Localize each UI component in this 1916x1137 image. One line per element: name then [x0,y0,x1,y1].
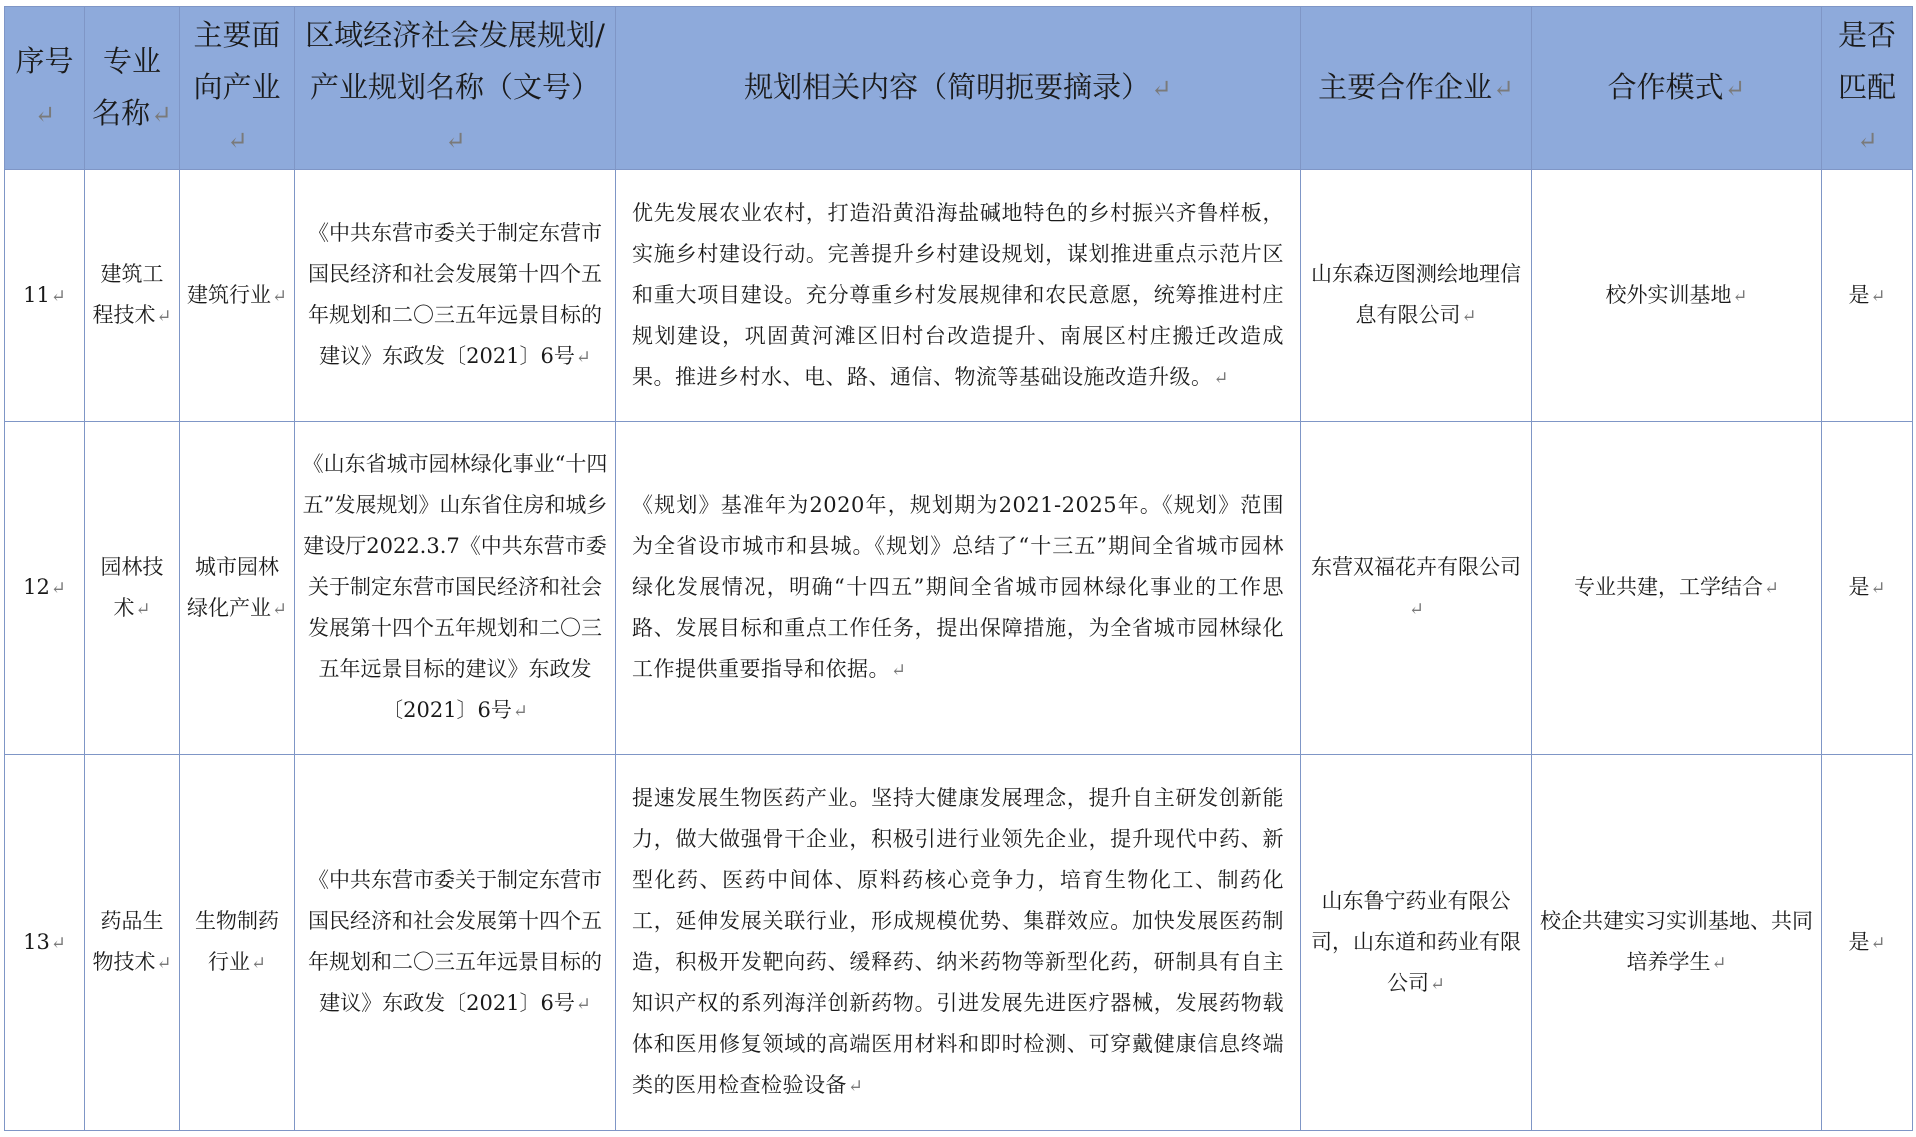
paragraph-mark-icon: ↵ [1461,306,1477,327]
major-text: 园林技术 [100,554,164,620]
cell-company [1301,422,1532,755]
cell-industry [180,755,295,1131]
planning-match-table [4,6,1913,1131]
company-text: 东营双福花卉有限公司 [1311,554,1521,579]
paragraph-mark-icon: ↵ [34,100,56,129]
header-seq-label: 序号 [15,44,74,78]
header-seq [5,7,85,170]
paragraph-mark-icon: ↵ [1711,953,1727,974]
mode-text: 专业共建，工学结合 [1574,575,1764,599]
cell-seq [5,170,85,422]
paragraph-mark-icon: ↵ [151,100,172,129]
cell-match [1822,170,1913,422]
cell-industry [180,422,295,755]
paragraph-mark-icon: ↵ [1151,74,1172,103]
match-text: 是 [1848,929,1870,954]
cell-industry [180,170,295,422]
paragraph-mark-icon: ↵ [575,994,591,1015]
table-row [5,755,1913,1131]
cell-major [85,422,180,755]
header-content-label: 规划相关内容（简明扼要摘录） [744,70,1151,104]
cell-major [85,755,180,1131]
plan-name-text: 《中共东营市委关于制定东营市国民经济和社会发展第十四个五年规划和二〇三五年远景目标的建议》东政发〔2021〕6号 [308,221,602,368]
paragraph-mark-icon: ↵ [1493,74,1514,103]
paragraph-mark-icon: ↵ [50,578,66,599]
plan-name-text: 《中共东营市委关于制定东营市国民经济和社会发展第十四个五年规划和二〇三五年远景目标的建议》东政发〔2021〕6号 [308,868,602,1015]
header-company-label: 主要合作企业 [1318,70,1493,104]
document-page [4,6,1912,1132]
content-text: 《规划》基准年为2020年，规划期为2021-2025年。《规划》范围为全省设市城市和县城。《规划》总结了“十三五”期间全省城市园林绿化发展情况，明确“十四五”期间全省城市园林绿化事业的工作思路、发展目标和重点工作任务，提出保障措施，为全省城市园林绿化工作提供重要指导和依据。 [632,493,1284,681]
header-mode-label: 合作模式 [1607,70,1724,104]
content-text: 提速发展生物医药产业。坚持大健康发展理念，提升自主研发创新能力，做大做强骨干企业，积极引进行业领先企业，提升现代中药、新型化药、医药中间体、原料药核心竞争力，培育生物化工、制药化工，延伸发展关联行业，形成规模优势、集群效应。加快发展医药制造，积极开发靶向药、缓释药、纳米药物等新型化药，研制具有自主知识产权的系列海洋创新药物。引进发展先进医疗器械，发展药物载体和医用修复领域的高端医用材料和即时检测、可穿戴健康信息终端类的医用检查检验设备 [632,786,1284,1097]
cell-plan-name [295,755,616,1131]
paragraph-mark-icon: ↵ [156,306,172,327]
paragraph-mark-icon: ↵ [1764,578,1779,599]
cell-mode [1532,170,1822,422]
paragraph-mark-icon: ↵ [512,701,528,722]
paragraph-mark-icon: ↵ [227,126,248,155]
major-text: 药品生物技术 [92,909,164,974]
cell-match [1822,755,1913,1131]
seq-text: 12 [23,575,50,599]
paragraph-mark-icon: ↵ [1857,126,1878,155]
match-text: 是 [1848,282,1870,307]
paragraph-mark-icon: ↵ [1870,285,1886,307]
paragraph-mark-icon: ↵ [1409,598,1424,620]
cell-plan-name [295,422,616,755]
industry-text: 城市园林绿化产业 [187,554,279,620]
header-match-label: 是否匹配 [1837,18,1896,104]
seq-text: 13 [23,929,50,954]
header-major [85,7,180,170]
match-text: 是 [1848,575,1870,599]
paragraph-mark-icon: ↵ [1430,973,1445,995]
paragraph-mark-icon: ↵ [272,598,287,620]
cell-content [616,755,1301,1131]
header-content [616,7,1301,170]
cell-content [616,422,1301,755]
header-plan-name-label: 区域经济社会发展规划/产业规划名称（文号） [305,18,605,104]
mode-text: 校外实训基地 [1605,282,1732,307]
industry-text: 生物制药行业 [195,909,279,974]
paragraph-mark-icon: ↵ [1732,285,1748,307]
paragraph-mark-icon: ↵ [575,347,591,368]
paragraph-mark-icon: ↵ [156,953,172,974]
paragraph-mark-icon: ↵ [1870,932,1886,954]
paragraph-mark-icon: ↵ [50,932,66,954]
cell-seq [5,422,85,755]
seq-text: 11 [23,282,50,307]
cell-mode [1532,755,1822,1131]
company-text: 山东森迈图测绘地理信息有限公司 [1311,262,1521,327]
cell-content [616,170,1301,422]
cell-match [1822,422,1913,755]
cell-company [1301,755,1532,1131]
paragraph-mark-icon: ↵ [848,1076,864,1097]
header-major-label: 专业名称 [92,44,161,130]
table-header-row [5,7,1913,170]
header-plan-name [295,7,616,170]
industry-text: 建筑行业 [187,282,272,307]
cell-plan-name [295,170,616,422]
paragraph-mark-icon: ↵ [891,660,907,681]
header-industry-label: 主要面向产业 [193,18,281,104]
cell-seq [5,755,85,1131]
paragraph-mark-icon: ↵ [272,285,287,307]
cell-company [1301,170,1532,422]
paragraph-mark-icon: ↵ [1213,367,1229,389]
paragraph-mark-icon: ↵ [445,126,466,155]
major-text: 建筑工程技术 [92,262,164,327]
header-mode [1532,7,1822,170]
paragraph-mark-icon: ↵ [251,953,266,974]
paragraph-mark-icon: ↵ [135,598,151,620]
content-text: 优先发展农业农村，打造沿黄沿海盐碱地特色的乡村振兴齐鲁样板，实施乡村建设行动。完善提升乡村建设规划，谋划推进重点示范片区和重大项目建设。充分尊重乡村发展规律和农民意愿，统筹推进村庄规划建设，巩固黄河滩区旧村台改造提升、南展区村庄搬迁改造成果。推进乡村水、电、路、通信、物流等基础设施改造升级。 [632,200,1284,389]
paragraph-mark-icon: ↵ [50,285,66,307]
company-text: 山东鲁宁药业有限公司，山东道和药业有限公司 [1311,888,1521,995]
plan-name-text: 《山东省城市园林绿化事业“十四五”发展规划》山东省住房和城乡建设厅2022.3.7《中共东营市委关于制定东营市国民经济和社会发展第十四个五年规划和二〇三五年远景目标的建议》东政发〔2021〕6号 [302,452,608,722]
table-row [5,422,1913,755]
mode-text: 校企共建实习实训基地、共同培养学生 [1540,909,1813,974]
cell-major [85,170,180,422]
paragraph-mark-icon: ↵ [1724,74,1746,103]
paragraph-mark-icon: ↵ [1870,578,1886,599]
header-industry [180,7,295,170]
table-row [5,170,1913,422]
cell-mode [1532,422,1822,755]
header-match [1822,7,1913,170]
header-company [1301,7,1532,170]
